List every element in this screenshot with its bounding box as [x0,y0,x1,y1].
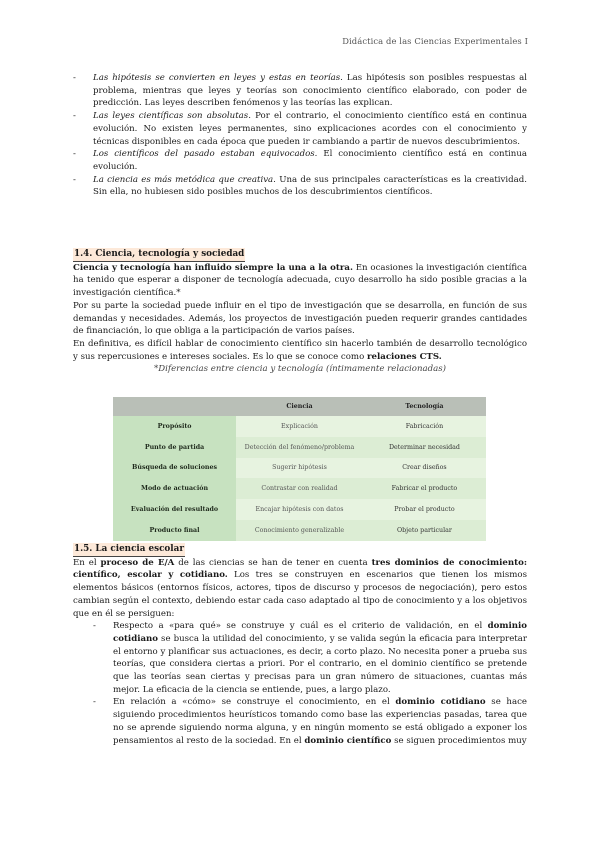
paragraph-text: de las ciencias se han de tener en cuenta [174,557,372,568]
cell-ciencia: Sugerir hipótesis [236,458,363,479]
list-item-text: se busca la utilidad del conocimiento, y se valida según la eficacia para interpretar el entorno y planificar sus actuaciones, es decir, a corto plazo. No necesita poner a prueba sus teorías, que considera ciertas a priori. Por el contrario, en el dominio científico se pretende que las teorías sean ciertas y precisas para un gran número de situaciones, cuantas más mejor. La eficacia de la ciencia se entiende, pues, a largo plazo. [113,633,527,695]
list-item-bold: dominio científico [304,735,392,746]
row-label: Propósito [113,416,236,437]
paragraph-bold: tres dominios de conocimiento: científico, escolar y cotidiano. [73,557,528,581]
list-item [73,148,527,173]
cell-ciencia: Contrastar con realidad [236,478,363,499]
section-heading: 1.4. Ciencia, tecnología y sociedad [73,248,245,262]
list-item-italic: Las leyes científicas son absolutas. [93,111,251,122]
cell-ciencia: Explicación [236,416,363,437]
paragraph-bold: relaciones CTS. [366,351,442,362]
cell-ciencia: Detección del fenómeno/problema [236,437,363,458]
table-row [113,499,486,520]
list-item [73,72,527,110]
list-item-text: Por el contrario, el conocimiento científico está en continua evolución. No existen leyes permanentes, sino explicaciones acordes con el conocimiento y técnicas disponibles en cada época que pueden ir cambiando a partir de nuevos descubrimientos. [93,111,527,147]
list-item-bold: dominio cotidiano [113,621,527,644]
section-heading: 1.5. La ciencia escolar [73,543,185,557]
list-item [73,174,527,199]
cell-tecnologia: Objeto particular [363,520,486,541]
cell-ciencia: Conocimiento generalizable [236,520,363,541]
list-item-text: En relación a «cómo» se construye el conocimiento, en el [113,697,396,708]
bullet-dash: - [73,174,76,185]
misconceptions-list [73,72,527,199]
paragraph [73,338,527,363]
paragraph [73,262,527,300]
section-ciencia-tecnologia [73,248,527,376]
list-item [93,696,527,747]
row-label: Producto final [113,520,236,541]
paragraph [73,557,527,621]
list-item-italic: Los científicos del pasado estaban equivocados. [93,149,318,160]
list-item-text: El conocimiento científico está en continua evolución. [93,149,527,172]
row-label: Punto de partida [113,437,236,458]
science-technology-table [113,397,486,541]
row-label: Modo de actuación [113,478,236,499]
cell-tecnologia: Fabricación [363,416,486,437]
table-row [113,416,486,437]
paragraph-text: En definitiva, es difícil hablar de conocimiento científico sin hacerlo también de desarrollo tecnológico y sus repercusiones e intereses sociales. Es lo que se conoce como [73,338,527,362]
list-item-text: Una de sus principales características es la creatividad. Sin ella, no hubiesen sido posibles muchos de los descubrimientos científicos. [93,174,527,198]
list-item-italic: La ciencia es más metódica que creativa. [93,174,276,185]
cell-tecnologia: Crear diseños [363,458,486,479]
cell-tecnologia: Determinar necesidad [363,437,486,458]
table-caption: *Diferencias entre ciencia y tecnología (íntimamente relacionadas) [153,364,447,375]
bullet-dash: - [73,73,76,83]
page-header: Didáctica de las Ciencias Experimentales I [342,36,528,46]
cell-tecnologia: Probar el producto [363,499,486,520]
list-item-text: se hace siguiendo procedimientos heurísticos tomando como base las experiencias pasadas, tarea que no se aprende siguiendo norma alguna, y en ningún momento se está obligado a exponer los pensamientos al resto de la sociedad. En el [113,697,527,746]
table-row [113,520,486,541]
cell-tecnologia: Fabricar el producto [363,478,486,499]
paragraph-text: Los tres se construyen en escenarios que tienen los mismos elementos básicos (entornos físicos, actores, tipos de discurso y procesos de negociación), pero estos cambian según el contexto, debiendo estar cada caso adaptado al tipo de conocimiento y a los objetivos que en él se persiguen: [73,570,527,619]
bullet-dash: - [93,697,96,708]
cell-ciencia: Encajar hipótesis con datos [236,499,363,520]
list-item-text: se siguen procedimientos muy [391,735,527,746]
row-label: Evaluación del resultado [113,499,236,520]
paragraph: Por su parte la sociedad puede influir en el tipo de investigación que se desarrolla, en función de sus demandas y necesidades. Además, los proyectos de investigación pueden requerir grandes cantidades de financiación, lo que obliga a la participación de varios países. [73,300,527,337]
bullet-dash: - [93,621,96,632]
paragraph-text: En el [73,557,101,568]
table-header-ciencia: Ciencia [236,397,363,416]
table-header-empty [113,397,236,416]
list-item-text: Las hipótesis son posibles respuestas al problema, mientras que leyes y teorías son conocimiento científico elaborado, con poder de predicción. Las leyes describen fenómenos y las teorías las explican. [93,73,527,109]
table-row [113,458,486,479]
list-item [93,620,527,696]
paragraph-text: En ocasiones la investigación científica ha tenido que esperar a disponer de tecnología adecuada, cuyo desarrollo ha sido posible gracias a la investigación científica.* [73,262,527,299]
list-item-italic: Las hipótesis se convierten en leyes y estas en teorías. [93,73,343,83]
bullet-dash: - [73,111,76,122]
list-item-text: Respecto a «para qué» se construye y cuál es el criterio de validación, en el [113,621,488,632]
table-row [113,478,486,499]
table-header-tecnologia: Tecnología [363,397,486,416]
list-item-bold: dominio cotidiano [395,697,486,708]
paragraph-bold: proceso de E/A [100,557,175,568]
row-label: Búsqueda de soluciones [113,458,236,479]
bullet-dash: - [73,149,76,160]
paragraph-bold: Ciencia y tecnología han influido siempre la una a la otra. [73,262,353,273]
list-item [73,110,527,148]
section-ciencia-escolar [73,543,527,747]
table-row [113,437,486,458]
